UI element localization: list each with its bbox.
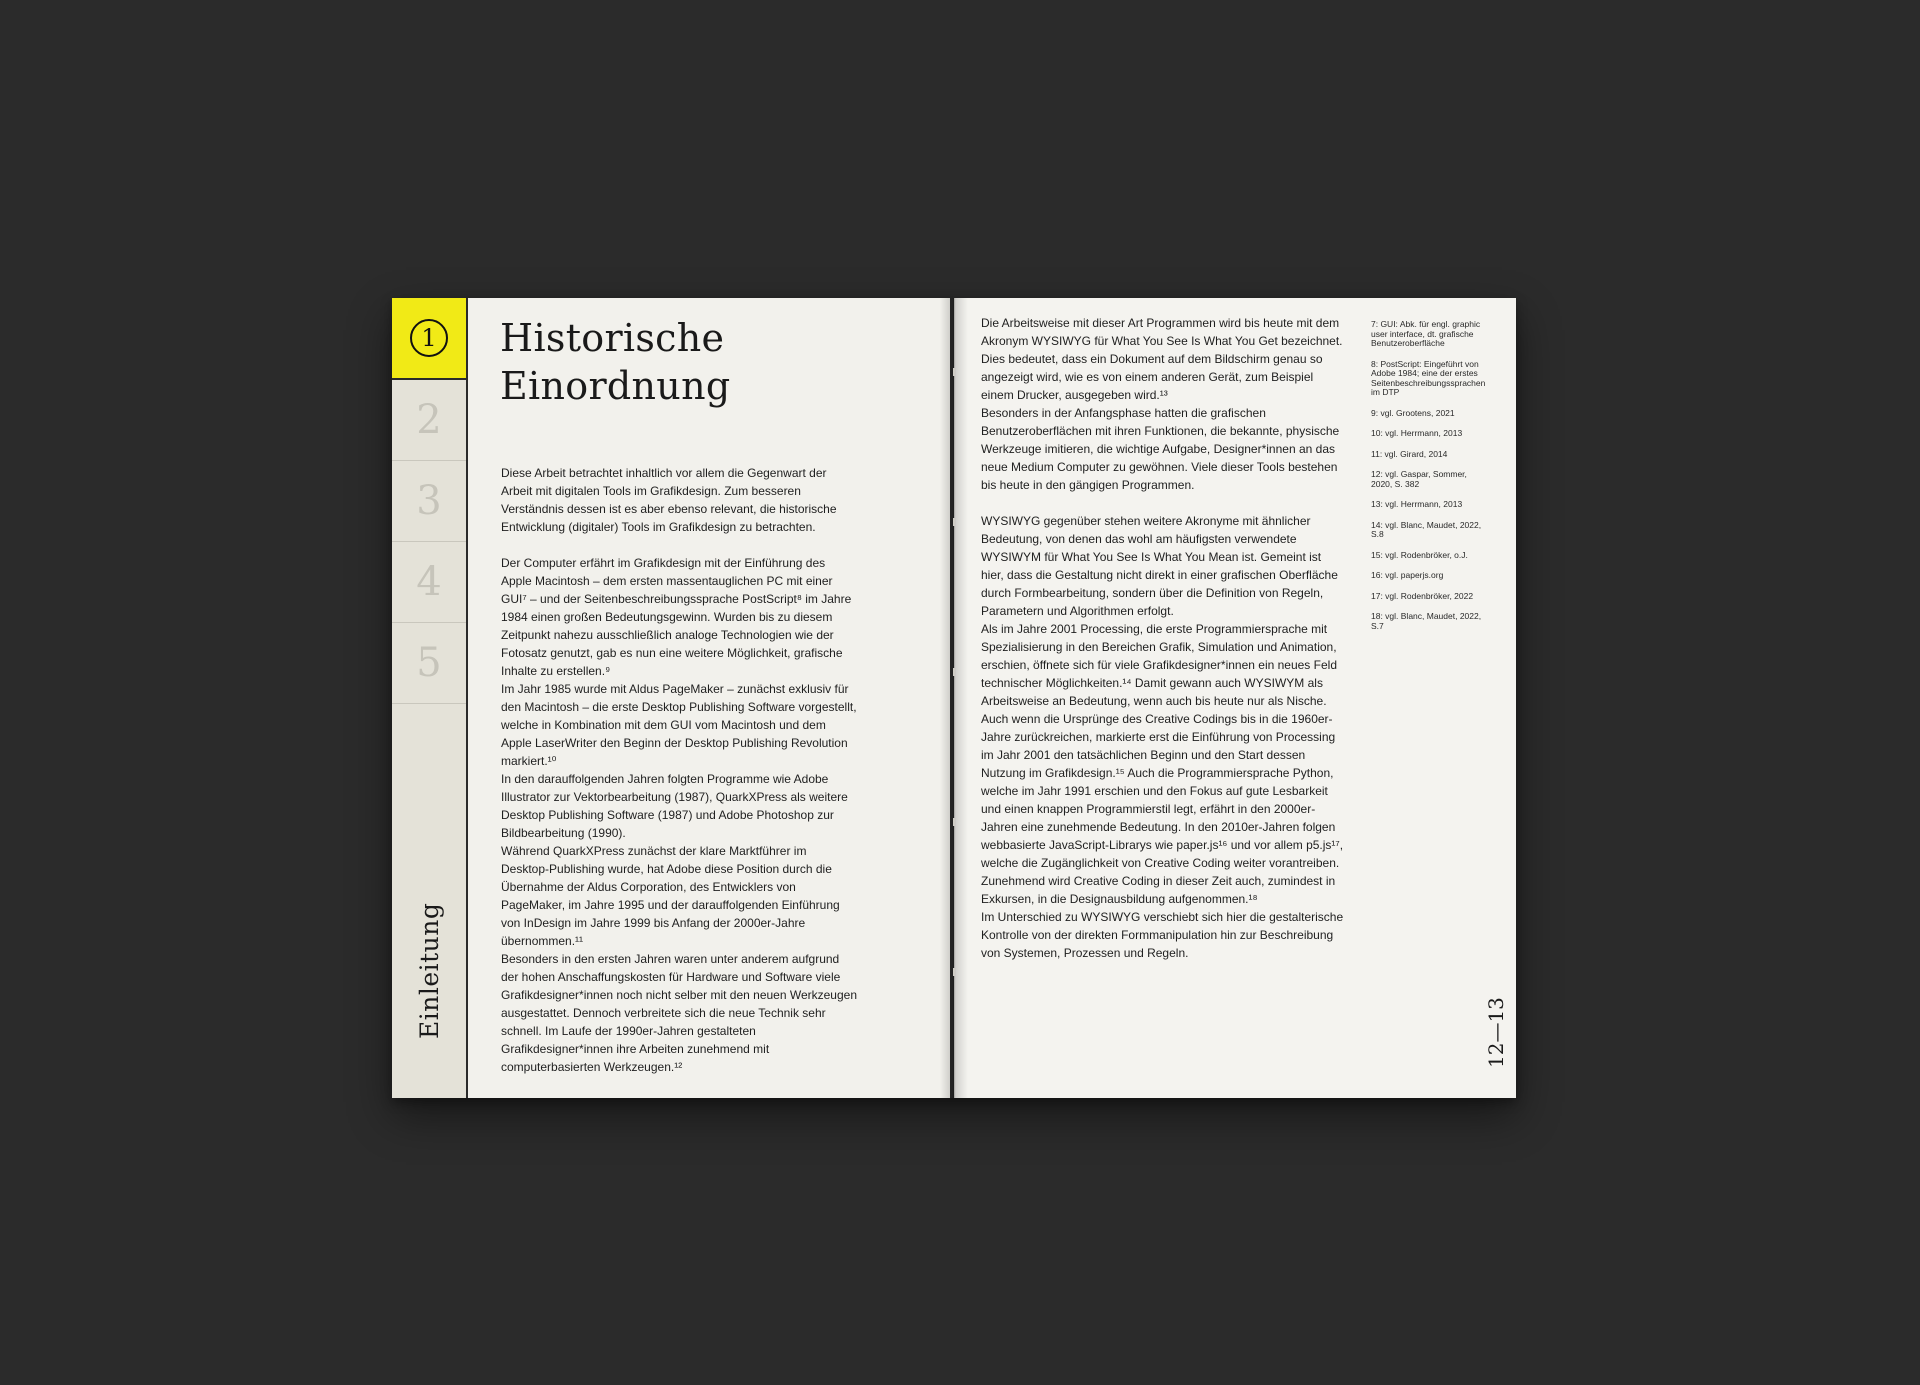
chapter-tab-4: 4 [392,542,466,623]
right-page [954,298,1516,1098]
footnotes-column [1371,320,1485,642]
paragraph: In den darauffolgenden Jahren folgten Programme wie Adobe Illustrator zur Vektorbearbeitung (1987), QuarkXPress als weitere Desktop Publishing Software (1987) und Adobe Photoshop zur Bildbearbeitung (1990). [501,772,848,840]
page-numbers: 12—13 [1484,997,1508,1068]
paragraph: Der Computer erfährt im Grafikdesign mit der Einführung des Apple Macintosh – dem ersten massentauglichen PC mit einer GUI⁷ – und der Seitenbeschreibungssprache PostScript⁸ im Jahre 1984 einen großen Bedeutungsgewinn. Wurden bis zu diesem Zeitpunkt nahezu ausschließlich analoge Technologien wie der Fotosatz genutzt, gab es nun eine weitere Möglichkeit, grafische Inhalte zu erstellen.⁹ [501,556,852,678]
chapter-tab-5: 5 [392,623,466,704]
binding-stitch [953,518,955,526]
footnote: 18: vgl. Blanc, Maudet, 2022, S.7 [1371,611,1482,631]
section-label: Einleitung [415,902,444,1039]
footnote: 15: vgl. Rodenbröker, o.J. [1371,549,1468,560]
right-body-text [981,314,1346,962]
binding-stitch [953,368,955,376]
footnote: 7: GUI: Abk. für engl. graphic user interface, dt. grafische Benutzeroberfläche [1371,319,1481,348]
chapter-tab-2: 2 [392,380,466,461]
paragraph: Im Unterschied zu WYSIWYG verschiebt sich hier die gestalterische Kontrolle von der direkten Formmanipulation hin zur Beschreibung von Systemen, Prozessen und Regeln. [981,910,1344,960]
paragraph: Diese Arbeit betrachtet inhaltlich vor allem die Gegenwart der Arbeit mit digitalen Tools im Grafikdesign. Zum besseren Verständnis dessen ist es aber ebenso relevant, die historische Entwicklung (digitaler) Tools im Grafikdesign zu betrachten. [501,466,837,534]
paragraph: WYSIWYG gegenüber stehen weitere Akronyme mit ähnlicher Bedeutung, von denen das wohl am häufigsten verwendete WYSIWYM für What You See Is What You Mean ist. Gemeint ist hier, dass die Gestaltung nicht direkt in einer grafischen Oberfläche durch Formbearbeitung, sondern über die Definition von Regeln, Parametern und Algorithmen erfolgt. [981,514,1338,618]
left-body-text [501,464,857,1076]
left-page [392,298,950,1098]
footnote: 13: vgl. Herrmann, 2013 [1371,499,1463,509]
page-title: Historische Einordnung [500,316,731,408]
paragraph: Auch wenn die Ursprünge des Creative Codings bis in die 1960er-Jahre zurückreichen, markierte erst die Einführung von Processing im Jahr 2001 den tatsächlichen Beginn und den Start dessen Nutzung im Grafikdesign.¹⁵ Auch die Programmiersprache Python, welche im Jahr 1991 erschien und den Fokus auf gute Lesbarkeit und einen knappen Programmierstil legt, erfährt in den 2000er-Jahren eine zunehmende Bedeutung. In den 2010er-Jahren folgen webbasierte JavaScript-Librarys wie paper.js¹⁶ und vor allem p5.js¹⁷, welche die Zugänglichkeit von Creative Coding weiter vorantreiben. Zunehmend wird Creative Coding in dieser Zeit auch, zumindest in Exkursen, in die Designausbildung aufgenommen.¹⁸ [981,712,1344,906]
footnote: 11: vgl. Girard, 2014 [1371,448,1448,459]
chapter-tab-1 [392,298,466,380]
footnote: 9: vgl. Grootens, 2021 [1371,407,1455,418]
binding-stitch [953,668,955,676]
footnote: 16: vgl. paperjs.org [1371,570,1444,580]
footnote: 12: vgl. Gaspar, Sommer, 2020, S. 382 [1371,469,1467,489]
binding-stitch [953,818,955,826]
paragraph: Als im Jahre 2001 Processing, die erste Programmiersprache mit Spezialisierung in den Bereichen Grafik, Simulation und Animation, erschien, öffnete sich für viele Grafikdesigner*innen ein neues Feld technischer Möglichkeiten.¹⁴ Damit gewann auch WYSIWYM als Arbeitsweise an Bedeutung, wenn auch bis heute nur als Nische. [981,622,1337,708]
footnote: 10: vgl. Herrmann, 2013 [1371,428,1463,438]
footnote: 17: vgl. Rodenbröker, 2022 [1371,590,1474,601]
footnote: 8: PostScript: Eingeführt von Adobe 1984; eine der erstes Seitenbeschreibungssprachen im DTP [1371,358,1486,397]
chapter-sidebar [392,298,468,1098]
paragraph: Die Arbeitsweise mit dieser Art Programmen wird bis heute mit dem Akronym WYSIWYG für What You See Is What You Get bezeichnet. Dies bedeutet, dass ein Dokument auf dem Bildschirm genau so angezeigt wird, wie es von einem anderen Gerät, zum Beispiel einem Drucker, ausgegeben wird.¹³ [981,316,1343,402]
paragraph: Besonders in der Anfangsphase hatten die grafischen Benutzeroberflächen mit ihren Funktionen, die bekannte, physische Werkzeuge imitieren, die wichtige Aufgabe, Designer*innen an das neue Medium Computer zu gewöhnen. Viele dieser Tools bestehen bis heute in den gängigen Programmen. [981,406,1340,492]
chapter-tab-3: 3 [392,461,466,542]
paragraph: Im Jahr 1985 wurde mit Aldus PageMaker – zunächst exklusiv für den Macintosh – die erste Desktop Publishing Software vorgestellt, welche in Kombination mit dem GUI vom Macintosh und dem Apple LaserWriter den Beginn der Desktop Publishing Revolution markiert.¹⁰ [501,682,857,768]
paragraph: Besonders in den ersten Jahren waren unter anderem aufgrund der hohen Anschaffungskosten für Hardware und Software viele Grafikdesigner*innen noch nicht selber mit den neuen Werkzeugen ausgestattet. Dennoch verbreitete sich die neue Technik sehr schnell. Im Laufe der 1990er-Jahren gestalteten Grafikdesigner*innen ihre Arbeiten zunehmend mit computerbasierten Werkzeugen.¹² [501,952,857,1074]
chapter-number-1: 1 [410,319,448,357]
book-spread [392,298,1516,1098]
binding-stitch [953,968,955,976]
paragraph: Während QuarkXPress zunächst der klare Marktführer im Desktop-Publishing wurde, hat Adobe diese Position durch die Übernahme der Aldus Corporation, des Entwicklers von PageMaker, im Jahre 1995 und der darauffolgenden Einführung von InDesign im Jahre 1999 bis Anfang der 2000er-Jahre übernommen.¹¹ [501,844,840,948]
footnote: 14: vgl. Blanc, Maudet, 2022, S.8 [1371,519,1482,539]
